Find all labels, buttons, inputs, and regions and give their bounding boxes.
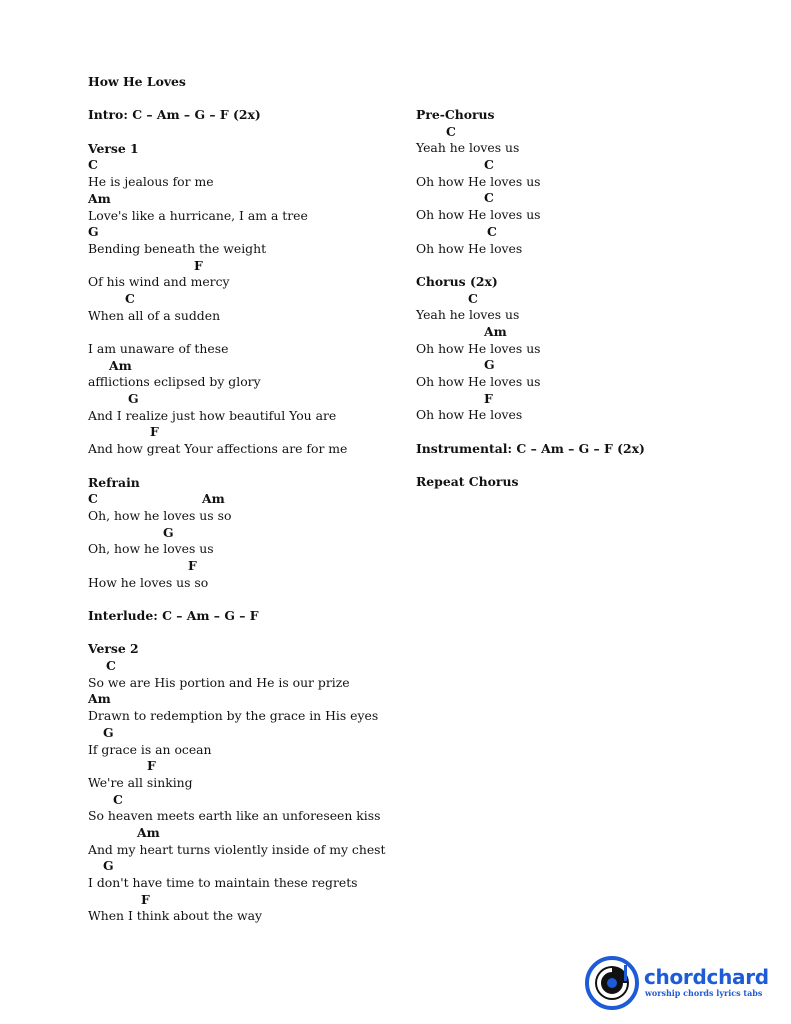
logo-tagline: worship chords lyrics tabs (645, 988, 763, 998)
lyric-line: I don't have time to maintain these regrets (88, 875, 358, 890)
left-column (88, 74, 408, 925)
chord-label: C (468, 290, 478, 306)
lyric-line: So heaven meets earth like an unforeseen kiss (88, 808, 381, 824)
chord-label: G (128, 391, 139, 407)
chord-label: Am (202, 491, 225, 507)
lyric-line: So we are His portion and He is our prize (88, 674, 350, 690)
chord-label: G (103, 724, 114, 740)
chordchard-logo (584, 955, 769, 1007)
chorus-heading: Chorus (2x) (416, 273, 498, 289)
chord-label: G (163, 524, 174, 540)
lyric-line: He is jealous for me (88, 174, 214, 190)
chord-label: F (150, 424, 159, 440)
chord-label: F (141, 891, 150, 907)
interlude-line: Interlude: C – Am – G – F (88, 608, 259, 623)
lyric-line: Yeah he loves us (416, 140, 520, 156)
chord-label: F (484, 390, 493, 406)
verse1-heading: Verse 1 (88, 140, 139, 156)
lyric-line: And how great Your affections are for me (88, 441, 348, 457)
lyric-line: Oh how He loves us (416, 340, 541, 356)
lyric-line: Oh, how he loves us (88, 541, 214, 557)
chord-label: C (484, 190, 494, 206)
chord-label: Am (137, 824, 160, 840)
chord-label: G (484, 357, 495, 373)
chord-label: C (484, 157, 494, 173)
chord-label: F (147, 758, 156, 774)
lyric-line: And my heart turns violently inside of my chest (88, 841, 386, 857)
chord-label: Am (88, 691, 111, 707)
lyric-line: When all of a sudden (88, 307, 221, 323)
chord-label: C (446, 123, 456, 139)
lyric-line: Bending beneath the weight (88, 240, 267, 256)
lyric-line: Oh how He loves (416, 407, 523, 423)
lyric-line: Oh how He loves us (416, 207, 541, 223)
chord-label: G (88, 224, 99, 240)
lyric-line: And I realize just how beautiful You are (88, 407, 337, 423)
instrumental-line: Instrumental: C – Am – G – F (2x) (416, 440, 645, 456)
chord-label: C (106, 658, 116, 674)
chordchard-logo-icon (584, 955, 640, 1011)
lyric-line: afflictions eclipsed by glory (88, 374, 261, 390)
lyric-line: We're all sinking (88, 774, 193, 790)
intro-line: Intro: C – Am – G – F (2x) (88, 107, 261, 123)
lyric-line: If grace is an ocean (88, 741, 212, 757)
chord-label: Am (484, 323, 507, 339)
chord-row (88, 491, 408, 508)
prechorus-heading: Pre-Chorus (416, 107, 495, 122)
lyric-line: Oh, how he loves us so (88, 507, 232, 523)
lyric-line: Drawn to redemption by the grace in His eyes (88, 708, 379, 724)
lyric-line: I am unaware of these (88, 341, 229, 356)
chord-label: C (113, 791, 123, 807)
verse2-heading: Verse 2 (88, 641, 139, 657)
lyric-line: Love's like a hurricane, I am a tree (88, 207, 308, 223)
chord-label: C (88, 157, 98, 173)
chord-label: G (103, 858, 114, 874)
lyric-line: Of his wind and mercy (88, 274, 230, 290)
right-column (416, 107, 746, 491)
lyric-line: Oh how He loves (416, 240, 523, 256)
repeat-chorus-line: Repeat Chorus (416, 474, 519, 490)
lyric-line: When I think about the way (88, 908, 263, 924)
chord-label: C (487, 223, 497, 239)
chord-label: F (188, 557, 197, 573)
song-title: How He Loves (88, 74, 186, 89)
chord-label: F (194, 257, 203, 273)
chord-label: C (88, 491, 98, 507)
chord-label: C (125, 290, 135, 306)
logo-wordmark: chordchard (644, 965, 769, 989)
chord-label: Am (109, 357, 132, 373)
refrain-heading: Refrain (88, 474, 140, 490)
lyric-line: Oh how He loves us (416, 374, 541, 389)
lyric-line: How he loves us so (88, 574, 209, 590)
lyric-line: Oh how He loves us (416, 173, 541, 189)
chord-label: Am (88, 190, 111, 206)
lyric-line: Yeah he loves us (416, 307, 520, 323)
